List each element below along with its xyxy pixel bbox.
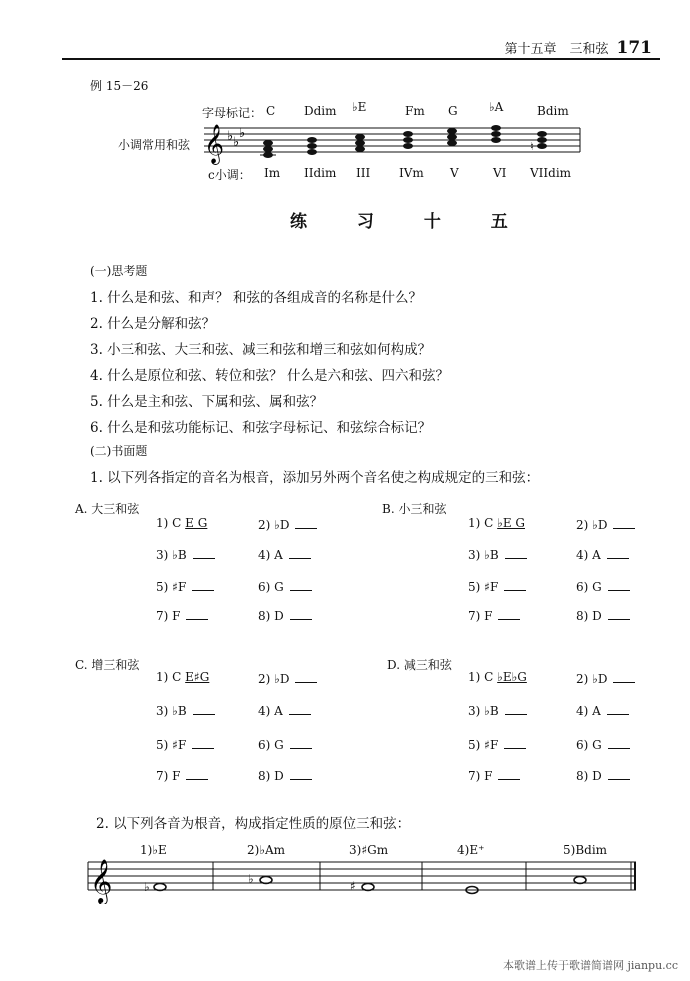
chord-letter: C — [266, 104, 276, 118]
flat-icon: ♭ — [248, 872, 254, 886]
answer-blank[interactable] — [290, 607, 312, 620]
chord-item: 3) ♭B — [156, 546, 215, 562]
answer-blank[interactable] — [295, 670, 317, 683]
answer-blank[interactable] — [289, 546, 311, 559]
page-number: 171 — [616, 38, 652, 58]
question: 2. 以下列各音为根音，构成指定性质的原位三和弦： — [96, 816, 411, 832]
chord-letter: ♭E — [352, 100, 367, 114]
chord-letter: ♭A — [489, 100, 504, 114]
minor-chords-staff — [200, 118, 600, 166]
answer-blank[interactable] — [498, 607, 520, 620]
chord-notes — [307, 137, 317, 155]
whole-note — [362, 884, 374, 891]
roman-numeral: Im — [264, 166, 281, 180]
answer-blank[interactable] — [192, 578, 214, 591]
example-label: 例 15－26 — [90, 79, 149, 93]
treble-clef-icon: 𝄞 — [90, 859, 113, 903]
answer-blank[interactable] — [613, 670, 635, 683]
answer-blank[interactable] — [498, 767, 520, 780]
answer-blank[interactable] — [186, 607, 208, 620]
chord-item: 6) G — [576, 578, 630, 594]
chord-item: 6) G — [258, 578, 312, 594]
chord-item: 8) D — [576, 607, 630, 623]
watermark: 本歌谱上传于歌谱简谱网 jianpu.cc — [502, 959, 678, 972]
running-header — [504, 38, 652, 58]
chord-item: 1) C ♭E♭G — [468, 670, 527, 684]
question: 6. 什么是和弦功能标记、和弦字母标记、和弦综合标记？ — [90, 420, 432, 436]
answer-blank[interactable] — [505, 702, 527, 715]
question: 3. 小三和弦、大三和弦、减三和弦和增三和弦如何构成？ — [90, 342, 432, 358]
chord-item: 4) A — [576, 546, 629, 562]
section-heading: (二)书面题 — [90, 444, 148, 458]
staff-label: 2)♭Am — [247, 843, 286, 857]
chord-item: 4) A — [258, 702, 311, 718]
staff-label: 3)♯Gm — [349, 843, 389, 857]
question: 2. 什么是分解和弦？ — [90, 316, 216, 332]
answer-blank[interactable] — [504, 736, 526, 749]
question: 1. 以下列各指定的音名为根音，添加另外两个音名使之构成规定的三和弦： — [90, 470, 540, 486]
whole-note — [574, 877, 586, 884]
chord-item: 2) ♭D — [576, 516, 635, 532]
chord-letter: Bdim — [537, 104, 569, 118]
chord-item: 1) C ♭E G — [468, 516, 525, 530]
chord-notes — [491, 125, 501, 143]
answer-blank[interactable] — [608, 578, 630, 591]
chord-notes — [355, 134, 365, 152]
answer-blank[interactable] — [192, 736, 214, 749]
answer-blank[interactable] — [608, 767, 630, 780]
answer-blank[interactable] — [193, 546, 215, 559]
question: 1. 什么是和弦、和声？ 和弦的各组成音的名称是什么？ — [90, 290, 422, 306]
chord-notes — [403, 131, 413, 149]
chord-item: 7) F — [468, 767, 520, 783]
flat-icon: ♭ — [239, 126, 246, 141]
group-title: B. 小三和弦 — [382, 502, 447, 516]
whole-note — [154, 884, 166, 891]
chord-item: 1) C E G — [156, 516, 208, 530]
roman-numeral: IIdim — [304, 166, 337, 180]
chord-item: 6) G — [576, 736, 630, 752]
chord-item: 3) ♭B — [468, 546, 527, 562]
chord-item: 1) C E♯G — [156, 670, 210, 684]
roman-numeral: VIIdim — [530, 166, 572, 180]
chord-item: 8) D — [576, 767, 630, 783]
chord-item: 5) ♯F — [156, 736, 214, 752]
root-notes-staff — [80, 856, 640, 904]
chord-item: 2) ♭D — [576, 670, 635, 686]
chord-letter: Ddim — [304, 104, 337, 118]
answer-blank[interactable] — [289, 702, 311, 715]
chord-item: 8) D — [258, 767, 312, 783]
staff-label: 1)♭E — [140, 843, 167, 857]
answer-blank[interactable] — [608, 607, 630, 620]
roman-numeral: III — [356, 166, 371, 180]
chord-item: 7) F — [468, 607, 520, 623]
question: 4. 什么是原位和弦、转位和弦？ 什么是六和弦、四六和弦？ — [90, 368, 449, 384]
question: 5. 什么是主和弦、下属和弦、属和弦？ — [90, 394, 324, 410]
chord-item: 5) ♯F — [468, 578, 526, 594]
answer-blank[interactable] — [505, 546, 527, 559]
chord-item: 7) F — [156, 767, 208, 783]
roman-numeral: V — [450, 166, 459, 180]
answer-blank[interactable] — [295, 516, 317, 529]
staff-label: 4)E⁺ — [457, 843, 485, 857]
chord-letter: G — [448, 104, 458, 118]
treble-clef-icon: 𝄞 — [204, 124, 225, 164]
staff-row-label: 小调常用和弦 — [118, 138, 191, 152]
answer-blank[interactable] — [607, 546, 629, 559]
group-title: C. 增三和弦 — [75, 658, 140, 672]
exercise-title: 练 习 十 五 — [290, 212, 530, 232]
chord-item: 6) G — [258, 736, 312, 752]
answer-blank[interactable] — [607, 702, 629, 715]
chord-notes — [447, 128, 457, 146]
chord-notes — [260, 140, 276, 158]
header-rule — [62, 58, 660, 60]
answer-blank[interactable] — [504, 578, 526, 591]
chord-item: 2) ♭D — [258, 670, 317, 686]
letter-row-label: 字母标记： — [202, 106, 263, 120]
answer-blank[interactable] — [608, 736, 630, 749]
chord-item: 7) F — [156, 607, 208, 623]
chord-item: 3) ♭B — [468, 702, 527, 718]
chord-letter: Fm — [405, 104, 425, 118]
natural-icon: ♮ — [530, 140, 534, 153]
chapter-title: 第十五章 三和弦 — [504, 42, 609, 57]
chord-item: 3) ♭B — [156, 702, 215, 718]
whole-note — [260, 877, 272, 884]
flat-icon: ♭ — [233, 135, 240, 150]
flat-icon: ♭ — [227, 129, 234, 144]
roman-numeral: VI — [493, 166, 507, 180]
chord-item: 2) ♭D — [258, 516, 317, 532]
roman-numeral: IVm — [399, 166, 424, 180]
section-heading: (一)思考题 — [90, 264, 148, 278]
answer-blank[interactable] — [186, 767, 208, 780]
staff-label: 5)Bdim — [563, 843, 608, 857]
group-title: D. 减三和弦 — [387, 658, 452, 672]
group-title: A. 大三和弦 — [75, 502, 140, 516]
flat-icon: ♭ — [144, 880, 150, 894]
answer-blank[interactable] — [290, 736, 312, 749]
answer-blank[interactable] — [193, 702, 215, 715]
chord-item: 4) A — [258, 546, 311, 562]
chord-item: 4) A — [576, 702, 629, 718]
answer-blank[interactable] — [613, 516, 635, 529]
answer-blank[interactable] — [290, 578, 312, 591]
chord-item: 5) ♯F — [468, 736, 526, 752]
chord-item: 5) ♯F — [156, 578, 214, 594]
roman-row-label: c小调： — [208, 168, 251, 182]
sharp-icon: ♯ — [350, 879, 356, 893]
answer-blank[interactable] — [290, 767, 312, 780]
chord-item: 8) D — [258, 607, 312, 623]
